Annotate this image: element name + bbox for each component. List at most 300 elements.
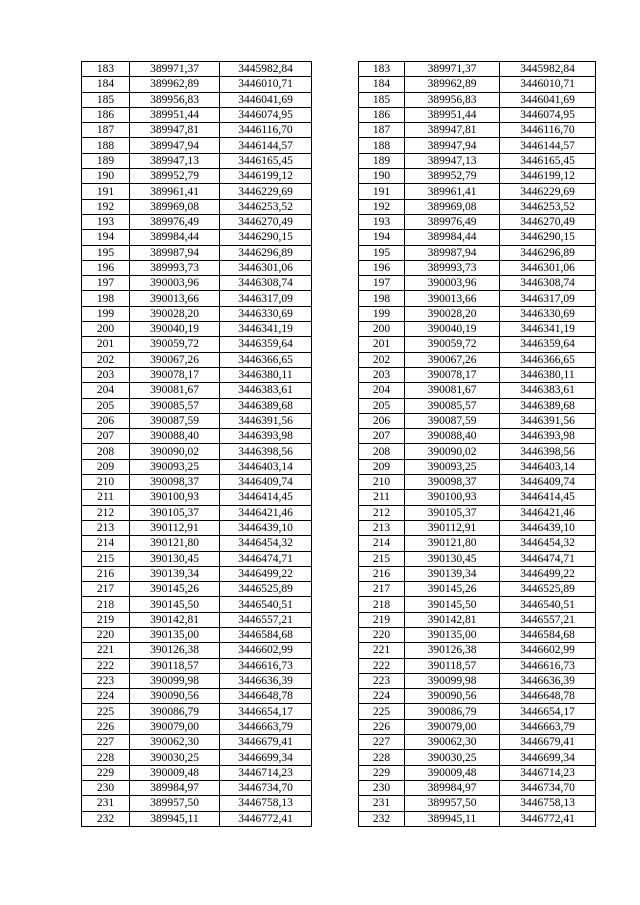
right-point-number-cell: 199 xyxy=(359,306,405,321)
right-point-number-cell: 202 xyxy=(359,352,405,367)
left-point-number-cell: 191 xyxy=(82,184,130,199)
right-x-coordinate-cell: 389971,37 xyxy=(405,62,500,77)
left-y-coordinate-cell: 3446540,51 xyxy=(220,597,312,612)
table-row xyxy=(82,62,596,77)
table-row xyxy=(82,566,596,581)
table-row xyxy=(82,322,596,337)
right-point-number-cell: 213 xyxy=(359,520,405,535)
left-point-number-cell: 212 xyxy=(82,505,130,520)
left-y-coordinate-cell: 3446393,98 xyxy=(220,429,312,444)
right-point-number-cell: 196 xyxy=(359,260,405,275)
right-x-coordinate-cell: 389957,50 xyxy=(405,796,500,811)
right-point-number-cell: 184 xyxy=(359,77,405,92)
left-y-coordinate-cell: 3446389,68 xyxy=(220,398,312,413)
left-y-coordinate-cell: 3446663,79 xyxy=(220,719,312,734)
left-point-number-cell: 219 xyxy=(82,612,130,627)
table-row xyxy=(82,169,596,184)
right-y-coordinate-cell: 3446699,34 xyxy=(500,750,596,765)
left-y-coordinate-cell: 3446714,23 xyxy=(220,765,312,780)
column-gap xyxy=(312,627,359,642)
column-gap xyxy=(312,123,359,138)
left-y-coordinate-cell: 3446616,73 xyxy=(220,658,312,673)
left-x-coordinate-cell: 389945,11 xyxy=(130,811,220,826)
table-row xyxy=(82,444,596,459)
right-point-number-cell: 218 xyxy=(359,597,405,612)
table-row xyxy=(82,520,596,535)
left-point-number-cell: 185 xyxy=(82,92,130,107)
left-x-coordinate-cell: 390078,17 xyxy=(130,367,220,382)
table-row xyxy=(82,352,596,367)
right-point-number-cell: 227 xyxy=(359,735,405,750)
column-gap xyxy=(312,291,359,306)
left-point-number-cell: 192 xyxy=(82,199,130,214)
table-row xyxy=(82,245,596,260)
left-point-number-cell: 183 xyxy=(82,62,130,77)
left-point-number-cell: 231 xyxy=(82,796,130,811)
left-y-coordinate-cell: 3446499,22 xyxy=(220,566,312,581)
column-gap xyxy=(312,169,359,184)
table-row xyxy=(82,413,596,428)
left-y-coordinate-cell: 3446699,34 xyxy=(220,750,312,765)
left-point-number-cell: 204 xyxy=(82,383,130,398)
column-gap xyxy=(312,536,359,551)
left-y-coordinate-cell: 3446290,15 xyxy=(220,230,312,245)
left-y-coordinate-cell: 3446474,71 xyxy=(220,551,312,566)
column-gap xyxy=(312,750,359,765)
right-point-number-cell: 220 xyxy=(359,627,405,642)
right-x-coordinate-cell: 389984,97 xyxy=(405,780,500,795)
right-y-coordinate-cell: 3446010,71 xyxy=(500,77,596,92)
left-point-number-cell: 213 xyxy=(82,520,130,535)
right-point-number-cell: 215 xyxy=(359,551,405,566)
right-point-number-cell: 185 xyxy=(359,92,405,107)
left-y-coordinate-cell: 3446654,17 xyxy=(220,704,312,719)
right-point-number-cell: 211 xyxy=(359,490,405,505)
left-x-coordinate-cell: 390139,34 xyxy=(130,566,220,581)
right-y-coordinate-cell: 3446199,12 xyxy=(500,169,596,184)
right-y-coordinate-cell: 3446758,13 xyxy=(500,796,596,811)
left-point-number-cell: 188 xyxy=(82,138,130,153)
column-gap xyxy=(312,230,359,245)
left-point-number-cell: 205 xyxy=(82,398,130,413)
right-y-coordinate-cell: 3446474,71 xyxy=(500,551,596,566)
column-gap xyxy=(312,92,359,107)
right-y-coordinate-cell: 3446366,65 xyxy=(500,352,596,367)
right-point-number-cell: 205 xyxy=(359,398,405,413)
right-point-number-cell: 226 xyxy=(359,719,405,734)
column-gap xyxy=(312,811,359,826)
right-y-coordinate-cell: 3446772,41 xyxy=(500,811,596,826)
table-row xyxy=(82,719,596,734)
left-x-coordinate-cell: 390121,80 xyxy=(130,536,220,551)
right-x-coordinate-cell: 390145,26 xyxy=(405,582,500,597)
column-gap xyxy=(312,796,359,811)
right-point-number-cell: 189 xyxy=(359,153,405,168)
right-y-coordinate-cell: 3446308,74 xyxy=(500,276,596,291)
right-x-coordinate-cell: 390145,50 xyxy=(405,597,500,612)
left-x-coordinate-cell: 390086,79 xyxy=(130,704,220,719)
right-y-coordinate-cell: 3446616,73 xyxy=(500,658,596,673)
right-y-coordinate-cell: 3446144,57 xyxy=(500,138,596,153)
column-gap xyxy=(312,459,359,474)
right-point-number-cell: 200 xyxy=(359,322,405,337)
right-point-number-cell: 195 xyxy=(359,245,405,260)
left-x-coordinate-cell: 390100,93 xyxy=(130,490,220,505)
right-x-coordinate-cell: 390085,57 xyxy=(405,398,500,413)
left-x-coordinate-cell: 389984,97 xyxy=(130,780,220,795)
left-y-coordinate-cell: 3446383,61 xyxy=(220,383,312,398)
left-y-coordinate-cell: 3446391,56 xyxy=(220,413,312,428)
table-row xyxy=(82,153,596,168)
left-y-coordinate-cell: 3446403,14 xyxy=(220,459,312,474)
right-x-coordinate-cell: 390121,80 xyxy=(405,536,500,551)
left-point-number-cell: 218 xyxy=(82,597,130,612)
column-gap xyxy=(312,505,359,520)
right-x-coordinate-cell: 390088,40 xyxy=(405,429,500,444)
right-x-coordinate-cell: 390090,02 xyxy=(405,444,500,459)
right-point-number-cell: 206 xyxy=(359,413,405,428)
left-y-coordinate-cell: 3446648,78 xyxy=(220,689,312,704)
right-point-number-cell: 209 xyxy=(359,459,405,474)
table-row xyxy=(82,123,596,138)
left-point-number-cell: 187 xyxy=(82,123,130,138)
table-row xyxy=(82,490,596,505)
column-gap xyxy=(312,673,359,688)
column-gap xyxy=(312,62,359,77)
table-row xyxy=(82,735,596,750)
column-gap xyxy=(312,520,359,535)
column-gap xyxy=(312,107,359,122)
right-y-coordinate-cell: 3446165,45 xyxy=(500,153,596,168)
column-gap xyxy=(312,383,359,398)
right-x-coordinate-cell: 390086,79 xyxy=(405,704,500,719)
right-point-number-cell: 187 xyxy=(359,123,405,138)
right-y-coordinate-cell: 3446636,39 xyxy=(500,673,596,688)
right-point-number-cell: 210 xyxy=(359,475,405,490)
left-point-number-cell: 203 xyxy=(82,367,130,382)
column-gap xyxy=(312,398,359,413)
left-x-coordinate-cell: 389962,89 xyxy=(130,77,220,92)
right-x-coordinate-cell: 389947,94 xyxy=(405,138,500,153)
column-gap xyxy=(312,658,359,673)
right-y-coordinate-cell: 3446393,98 xyxy=(500,429,596,444)
left-point-number-cell: 230 xyxy=(82,780,130,795)
column-gap xyxy=(312,444,359,459)
right-y-coordinate-cell: 3446602,99 xyxy=(500,643,596,658)
right-y-coordinate-cell: 3446398,56 xyxy=(500,444,596,459)
table-row xyxy=(82,459,596,474)
right-y-coordinate-cell: 3445982,84 xyxy=(500,62,596,77)
right-y-coordinate-cell: 3446290,15 xyxy=(500,230,596,245)
right-x-coordinate-cell: 390099,98 xyxy=(405,673,500,688)
column-gap xyxy=(312,735,359,750)
left-point-number-cell: 232 xyxy=(82,811,130,826)
left-x-coordinate-cell: 390090,02 xyxy=(130,444,220,459)
table-row xyxy=(82,107,596,122)
left-x-coordinate-cell: 389957,50 xyxy=(130,796,220,811)
right-x-coordinate-cell: 389987,94 xyxy=(405,245,500,260)
left-point-number-cell: 228 xyxy=(82,750,130,765)
left-x-coordinate-cell: 390087,59 xyxy=(130,413,220,428)
left-y-coordinate-cell: 3446165,45 xyxy=(220,153,312,168)
table-row xyxy=(82,337,596,352)
left-point-number-cell: 208 xyxy=(82,444,130,459)
column-gap xyxy=(312,551,359,566)
table-row xyxy=(82,475,596,490)
left-point-number-cell: 193 xyxy=(82,214,130,229)
right-x-coordinate-cell: 389969,08 xyxy=(405,199,500,214)
left-x-coordinate-cell: 389951,44 xyxy=(130,107,220,122)
left-x-coordinate-cell: 390028,20 xyxy=(130,306,220,321)
right-point-number-cell: 204 xyxy=(359,383,405,398)
right-y-coordinate-cell: 3446116,70 xyxy=(500,123,596,138)
right-y-coordinate-cell: 3446409,74 xyxy=(500,475,596,490)
right-point-number-cell: 186 xyxy=(359,107,405,122)
table-row xyxy=(82,77,596,92)
right-y-coordinate-cell: 3446403,14 xyxy=(500,459,596,474)
right-x-coordinate-cell: 389984,44 xyxy=(405,230,500,245)
right-x-coordinate-cell: 390003,96 xyxy=(405,276,500,291)
column-gap xyxy=(312,643,359,658)
left-y-coordinate-cell: 3446525,89 xyxy=(220,582,312,597)
left-y-coordinate-cell: 3446636,39 xyxy=(220,673,312,688)
column-gap xyxy=(312,689,359,704)
column-gap xyxy=(312,582,359,597)
left-x-coordinate-cell: 390135,00 xyxy=(130,627,220,642)
column-gap xyxy=(312,367,359,382)
left-x-coordinate-cell: 390090,56 xyxy=(130,689,220,704)
right-point-number-cell: 212 xyxy=(359,505,405,520)
right-point-number-cell: 232 xyxy=(359,811,405,826)
left-x-coordinate-cell: 389987,94 xyxy=(130,245,220,260)
right-y-coordinate-cell: 3446663,79 xyxy=(500,719,596,734)
left-point-number-cell: 226 xyxy=(82,719,130,734)
table-row xyxy=(82,260,596,275)
right-x-coordinate-cell: 389945,11 xyxy=(405,811,500,826)
right-x-coordinate-cell: 390081,67 xyxy=(405,383,500,398)
table-row xyxy=(82,505,596,520)
left-point-number-cell: 184 xyxy=(82,77,130,92)
column-gap xyxy=(312,337,359,352)
table-row xyxy=(82,673,596,688)
right-y-coordinate-cell: 3446421,46 xyxy=(500,505,596,520)
left-point-number-cell: 214 xyxy=(82,536,130,551)
left-y-coordinate-cell: 3446409,74 xyxy=(220,475,312,490)
right-y-coordinate-cell: 3446229,69 xyxy=(500,184,596,199)
table-row xyxy=(82,704,596,719)
right-point-number-cell: 221 xyxy=(359,643,405,658)
left-point-number-cell: 207 xyxy=(82,429,130,444)
left-y-coordinate-cell: 3445982,84 xyxy=(220,62,312,77)
right-x-coordinate-cell: 390142,81 xyxy=(405,612,500,627)
right-x-coordinate-cell: 390090,56 xyxy=(405,689,500,704)
left-point-number-cell: 225 xyxy=(82,704,130,719)
left-point-number-cell: 222 xyxy=(82,658,130,673)
column-gap xyxy=(312,413,359,428)
right-x-coordinate-cell: 390100,93 xyxy=(405,490,500,505)
left-y-coordinate-cell: 3446144,57 xyxy=(220,138,312,153)
left-point-number-cell: 223 xyxy=(82,673,130,688)
left-point-number-cell: 186 xyxy=(82,107,130,122)
column-gap xyxy=(312,77,359,92)
right-y-coordinate-cell: 3446714,23 xyxy=(500,765,596,780)
table-row xyxy=(82,597,596,612)
right-y-coordinate-cell: 3446454,32 xyxy=(500,536,596,551)
right-point-number-cell: 207 xyxy=(359,429,405,444)
right-y-coordinate-cell: 3446341,19 xyxy=(500,322,596,337)
right-x-coordinate-cell: 390062,30 xyxy=(405,735,500,750)
table-row xyxy=(82,612,596,627)
right-point-number-cell: 216 xyxy=(359,566,405,581)
left-y-coordinate-cell: 3446199,12 xyxy=(220,169,312,184)
right-y-coordinate-cell: 3446359,64 xyxy=(500,337,596,352)
right-y-coordinate-cell: 3446383,61 xyxy=(500,383,596,398)
right-y-coordinate-cell: 3446317,09 xyxy=(500,291,596,306)
table-row xyxy=(82,582,596,597)
right-point-number-cell: 188 xyxy=(359,138,405,153)
left-x-coordinate-cell: 389961,41 xyxy=(130,184,220,199)
left-x-coordinate-cell: 389969,08 xyxy=(130,199,220,214)
left-y-coordinate-cell: 3446772,41 xyxy=(220,811,312,826)
right-x-coordinate-cell: 389952,79 xyxy=(405,169,500,184)
left-x-coordinate-cell: 390099,98 xyxy=(130,673,220,688)
column-gap xyxy=(312,322,359,337)
column-gap xyxy=(312,429,359,444)
left-y-coordinate-cell: 3446679,41 xyxy=(220,735,312,750)
table-row xyxy=(82,811,596,826)
right-point-number-cell: 230 xyxy=(359,780,405,795)
table-row xyxy=(82,214,596,229)
left-y-coordinate-cell: 3446602,99 xyxy=(220,643,312,658)
column-gap xyxy=(312,245,359,260)
column-gap xyxy=(312,475,359,490)
left-point-number-cell: 198 xyxy=(82,291,130,306)
left-x-coordinate-cell: 390126,38 xyxy=(130,643,220,658)
left-y-coordinate-cell: 3446414,45 xyxy=(220,490,312,505)
table-row xyxy=(82,689,596,704)
right-y-coordinate-cell: 3446389,68 xyxy=(500,398,596,413)
right-point-number-cell: 203 xyxy=(359,367,405,382)
left-point-number-cell: 189 xyxy=(82,153,130,168)
column-gap xyxy=(312,719,359,734)
right-point-number-cell: 219 xyxy=(359,612,405,627)
right-y-coordinate-cell: 3446648,78 xyxy=(500,689,596,704)
right-point-number-cell: 228 xyxy=(359,750,405,765)
left-x-coordinate-cell: 390130,45 xyxy=(130,551,220,566)
right-x-coordinate-cell: 389947,13 xyxy=(405,153,500,168)
left-y-coordinate-cell: 3446557,21 xyxy=(220,612,312,627)
left-x-coordinate-cell: 390079,00 xyxy=(130,719,220,734)
right-point-number-cell: 192 xyxy=(359,199,405,214)
table-row xyxy=(82,780,596,795)
left-y-coordinate-cell: 3446584,68 xyxy=(220,627,312,642)
table-row xyxy=(82,306,596,321)
right-x-coordinate-cell: 390118,57 xyxy=(405,658,500,673)
left-point-number-cell: 221 xyxy=(82,643,130,658)
table-row xyxy=(82,92,596,107)
left-point-number-cell: 194 xyxy=(82,230,130,245)
coordinate-table-body xyxy=(82,62,596,827)
left-x-coordinate-cell: 389952,79 xyxy=(130,169,220,184)
column-gap xyxy=(312,566,359,581)
left-y-coordinate-cell: 3446296,89 xyxy=(220,245,312,260)
table-row xyxy=(82,291,596,306)
left-y-coordinate-cell: 3446317,09 xyxy=(220,291,312,306)
right-y-coordinate-cell: 3446654,17 xyxy=(500,704,596,719)
right-y-coordinate-cell: 3446557,21 xyxy=(500,612,596,627)
right-point-number-cell: 194 xyxy=(359,230,405,245)
left-x-coordinate-cell: 390105,37 xyxy=(130,505,220,520)
left-point-number-cell: 227 xyxy=(82,735,130,750)
right-x-coordinate-cell: 390112,91 xyxy=(405,520,500,535)
right-x-coordinate-cell: 390126,38 xyxy=(405,643,500,658)
right-x-coordinate-cell: 390105,37 xyxy=(405,505,500,520)
right-x-coordinate-cell: 390087,59 xyxy=(405,413,500,428)
right-y-coordinate-cell: 3446439,10 xyxy=(500,520,596,535)
left-x-coordinate-cell: 389947,13 xyxy=(130,153,220,168)
left-point-number-cell: 201 xyxy=(82,337,130,352)
table-row xyxy=(82,643,596,658)
left-x-coordinate-cell: 390009,48 xyxy=(130,765,220,780)
right-point-number-cell: 224 xyxy=(359,689,405,704)
right-y-coordinate-cell: 3446525,89 xyxy=(500,582,596,597)
right-x-coordinate-cell: 389956,83 xyxy=(405,92,500,107)
left-x-coordinate-cell: 390081,67 xyxy=(130,383,220,398)
left-y-coordinate-cell: 3446439,10 xyxy=(220,520,312,535)
column-gap xyxy=(312,704,359,719)
right-point-number-cell: 229 xyxy=(359,765,405,780)
left-x-coordinate-cell: 389947,94 xyxy=(130,138,220,153)
right-x-coordinate-cell: 390059,72 xyxy=(405,337,500,352)
left-x-coordinate-cell: 390003,96 xyxy=(130,276,220,291)
column-gap xyxy=(312,199,359,214)
right-x-coordinate-cell: 389947,81 xyxy=(405,123,500,138)
right-x-coordinate-cell: 389993,73 xyxy=(405,260,500,275)
left-x-coordinate-cell: 390145,26 xyxy=(130,582,220,597)
right-point-number-cell: 183 xyxy=(359,62,405,77)
left-x-coordinate-cell: 390085,57 xyxy=(130,398,220,413)
right-y-coordinate-cell: 3446296,89 xyxy=(500,245,596,260)
column-gap xyxy=(312,184,359,199)
right-point-number-cell: 198 xyxy=(359,291,405,306)
coordinate-table-container xyxy=(81,61,596,827)
left-point-number-cell: 209 xyxy=(82,459,130,474)
left-point-number-cell: 196 xyxy=(82,260,130,275)
left-x-coordinate-cell: 390088,40 xyxy=(130,429,220,444)
right-x-coordinate-cell: 390078,17 xyxy=(405,367,500,382)
right-y-coordinate-cell: 3446074,95 xyxy=(500,107,596,122)
table-row xyxy=(82,627,596,642)
column-gap xyxy=(312,597,359,612)
left-y-coordinate-cell: 3446229,69 xyxy=(220,184,312,199)
table-row xyxy=(82,138,596,153)
left-point-number-cell: 217 xyxy=(82,582,130,597)
left-y-coordinate-cell: 3446041,69 xyxy=(220,92,312,107)
table-row xyxy=(82,276,596,291)
left-point-number-cell: 210 xyxy=(82,475,130,490)
right-y-coordinate-cell: 3446041,69 xyxy=(500,92,596,107)
left-point-number-cell: 215 xyxy=(82,551,130,566)
right-point-number-cell: 222 xyxy=(359,658,405,673)
left-y-coordinate-cell: 3446010,71 xyxy=(220,77,312,92)
left-point-number-cell: 202 xyxy=(82,352,130,367)
right-x-coordinate-cell: 389961,41 xyxy=(405,184,500,199)
table-row xyxy=(82,796,596,811)
left-y-coordinate-cell: 3446734,70 xyxy=(220,780,312,795)
column-gap xyxy=(312,612,359,627)
column-gap xyxy=(312,260,359,275)
left-x-coordinate-cell: 390142,81 xyxy=(130,612,220,627)
